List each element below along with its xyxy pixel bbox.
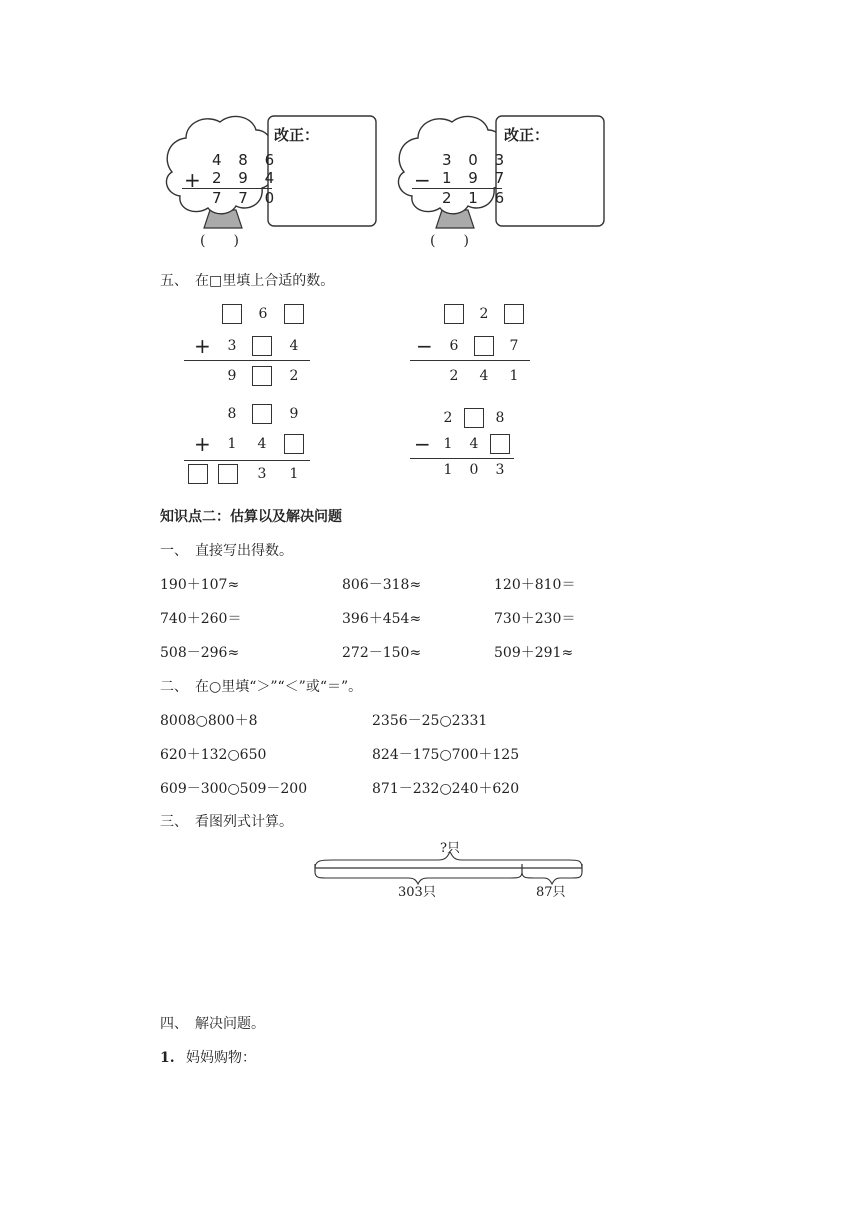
calc-item: 120＋810＝ [494, 577, 576, 593]
vertical-addition-c [180, 402, 320, 492]
digit: 0 [469, 462, 479, 478]
calc-item: 272－150≈ [342, 645, 422, 661]
digit: 3 [257, 466, 267, 482]
plus-sign: + [184, 168, 201, 192]
digit: 1 [289, 466, 299, 482]
digit: 2 [479, 306, 489, 322]
digit: 9 [227, 368, 237, 384]
blank-box[interactable] [252, 336, 272, 356]
digit: 4 [469, 436, 479, 452]
digit: 4 [479, 368, 489, 384]
sum-line [184, 360, 310, 361]
digit: 3 [495, 462, 505, 478]
digit: 1 [227, 436, 237, 452]
minus-sign: − [416, 334, 433, 358]
blank-box[interactable] [444, 304, 464, 324]
problem-1-text: 妈妈购物： [186, 1050, 256, 1066]
blank-box[interactable] [504, 304, 524, 324]
calc-item: 396＋454≈ [342, 611, 422, 627]
correction-label: 改正： [504, 126, 550, 144]
minus-sign: − [414, 432, 431, 456]
plus-sign: + [194, 432, 211, 456]
blank-box[interactable] [284, 304, 304, 324]
plus-sign: + [194, 334, 211, 358]
calc-item: 806－318≈ [342, 577, 422, 593]
digit: 6 [258, 306, 268, 322]
blank-box[interactable] [252, 366, 272, 386]
tree-result-number: 7 7 0 [212, 189, 281, 207]
tree-mid-number: 2 9 4 [212, 169, 281, 187]
digit: 8 [227, 406, 237, 422]
compare-item: 8008○800＋8 [160, 713, 258, 729]
difference-line [410, 360, 530, 361]
calc-item: 190＋107≈ [160, 577, 240, 593]
correction-label: 改正： [274, 126, 320, 144]
calc-item: 509＋291≈ [494, 645, 574, 661]
vertical-subtraction-d [408, 406, 548, 486]
blank-box[interactable] [252, 404, 272, 424]
sum-line [184, 460, 310, 461]
digit: 8 [495, 410, 505, 426]
blank-box[interactable] [284, 434, 304, 454]
calc-item: 508－296≈ [160, 645, 240, 661]
knowledge-point-2-heading: 知识点二：估算以及解决问题 [160, 509, 342, 525]
digit: 6 [449, 338, 459, 354]
digit: 9 [289, 406, 299, 422]
digit: 2 [449, 368, 459, 384]
question-2-title: 二、 在○里填“＞”“＜”或“＝”。 [160, 679, 363, 695]
tree-mid-number: 1 9 7 [442, 169, 511, 187]
question-4-title: 四、 解决问题。 [160, 1016, 265, 1032]
answer-paren[interactable]: ( ) [200, 233, 239, 249]
section-5-title: 五、 在□里填上合适的数。 [160, 273, 335, 289]
digit: 3 [227, 338, 237, 354]
question-3-title: 三、 看图列式计算。 [160, 814, 293, 830]
tree-top-number: 3 0 3 [442, 151, 511, 169]
vertical-subtraction-b [408, 302, 548, 392]
tree-problem-2 [392, 112, 612, 252]
segment-diagram [312, 840, 588, 904]
difference-line [410, 458, 514, 459]
vertical-addition-a [180, 302, 320, 392]
blank-box[interactable] [218, 464, 238, 484]
blank-box[interactable] [474, 336, 494, 356]
tree-problem-1 [160, 112, 380, 252]
tree-result-number: 2 1 6 [442, 189, 511, 207]
compare-item: 609－300○509－200 [160, 781, 308, 797]
compare-item: 620＋132○650 [160, 747, 267, 763]
blank-box[interactable] [464, 408, 484, 428]
digit: 4 [289, 338, 299, 354]
digit: 1 [509, 368, 519, 384]
digit: 2 [289, 368, 299, 384]
total-label: ?只 [440, 841, 460, 856]
compare-item: 871－232○240＋620 [372, 781, 520, 797]
answer-paren[interactable]: ( ) [430, 233, 469, 249]
blank-box[interactable] [490, 434, 510, 454]
minus-sign: − [414, 168, 431, 192]
compare-item: 824－175○700＋125 [372, 747, 520, 763]
blank-box[interactable] [188, 464, 208, 484]
blank-box[interactable] [222, 304, 242, 324]
problem-1-number: 1. [160, 1050, 175, 1066]
question-1-title: 一、 直接写出得数。 [160, 543, 293, 559]
digit: 1 [443, 436, 453, 452]
digit: 4 [257, 436, 267, 452]
tree-top-number: 4 8 6 [212, 151, 281, 169]
left-part-label: 303只 [398, 885, 436, 900]
calc-item: 730＋230＝ [494, 611, 576, 627]
digit: 1 [443, 462, 453, 478]
digit: 2 [443, 410, 453, 426]
right-part-label: 87只 [536, 885, 566, 900]
calc-item: 740＋260＝ [160, 611, 242, 627]
compare-item: 2356－25○2331 [372, 713, 488, 729]
digit: 7 [509, 338, 519, 354]
